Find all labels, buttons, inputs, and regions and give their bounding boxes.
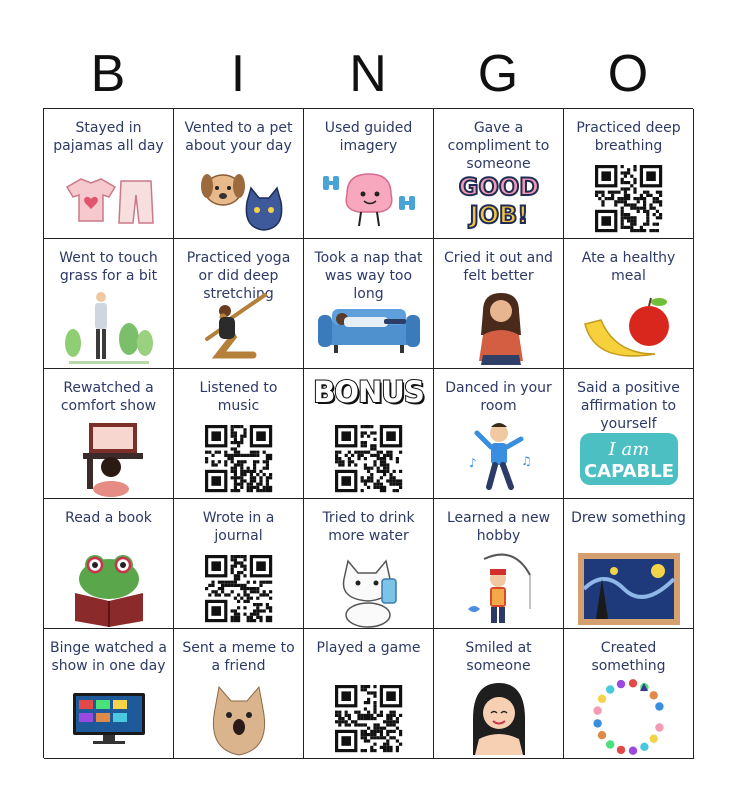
cell-label: Created something [591, 640, 666, 674]
header-letter-g: G [477, 45, 519, 103]
bingo-cell[interactable] [174, 109, 304, 239]
cell-label: Drew something [571, 510, 686, 526]
bead-necklace-icon [564, 684, 693, 754]
brain-icon [304, 164, 433, 234]
cell-label: Played a game [316, 640, 421, 656]
fishing-boy-icon [434, 554, 563, 624]
bingo-cell[interactable] [434, 239, 564, 369]
cell-label: Rewatched a comfort show [60, 380, 157, 414]
cell-label: Smiled at someone [465, 640, 532, 674]
qr-code-icon [304, 424, 433, 494]
yoga-icon [174, 294, 303, 364]
bingo-cell[interactable] [44, 629, 174, 759]
header-letter-o: O [607, 45, 649, 103]
bingo-cell[interactable] [44, 109, 174, 239]
smart-tv-icon [44, 684, 173, 754]
cell-label: Said a positive affirmation to yourself [577, 380, 680, 432]
bingo-cell[interactable] [564, 239, 694, 369]
sad-girl-icon [434, 294, 563, 364]
bingo-cell[interactable] [304, 369, 434, 499]
cell-label: Stayed in pajamas all day [53, 120, 164, 154]
bingo-cell[interactable] [564, 369, 694, 499]
pajamas-icon [44, 164, 173, 234]
svg-text:JOB!: JOB! [469, 201, 528, 229]
bingo-cell[interactable] [564, 629, 694, 759]
cell-label: Read a book [65, 510, 152, 526]
bingo-cell[interactable] [564, 499, 694, 629]
bingo-cell[interactable] [44, 239, 174, 369]
bingo-grid [43, 108, 693, 758]
bingo-cell[interactable] [434, 499, 564, 629]
bingo-cell[interactable] [434, 109, 564, 239]
bingo-cell[interactable] [44, 369, 174, 499]
qr-code-icon [304, 684, 433, 754]
cat-meme-icon [174, 684, 303, 754]
pets-icon [174, 164, 303, 234]
i-am-capable-icon [564, 424, 693, 494]
bingo-cell[interactable] [564, 109, 694, 239]
svg-text:I am: I am [608, 439, 649, 460]
cell-label: Vented to a pet about your day [184, 120, 293, 154]
bonus-label: BONUS [313, 375, 424, 409]
bingo-cell[interactable] [304, 499, 434, 629]
good-job-icon [434, 164, 563, 234]
cell-label: Ate a healthy meal [581, 250, 676, 284]
header-letter-n: N [349, 45, 387, 103]
nap-couch-icon [304, 294, 433, 364]
painting-icon [564, 554, 693, 624]
svg-text:♪: ♪ [468, 456, 477, 470]
cell-label: Wrote in a journal [202, 510, 275, 544]
svg-text:GOOD: GOOD [458, 173, 539, 201]
bingo-cell[interactable] [304, 109, 434, 239]
cat-water-icon [304, 554, 433, 624]
cell-label: Tried to drink more water [322, 510, 415, 544]
bingo-cell[interactable] [434, 369, 564, 499]
cell-label: Learned a new hobby [446, 510, 551, 544]
walking-person-icon [44, 294, 173, 364]
bingo-cell[interactable] [174, 369, 304, 499]
bingo-cell[interactable] [434, 629, 564, 759]
cell-label: Went to touch grass for a bit [59, 250, 158, 284]
cell-label: Practiced yoga or did deep stretching [186, 250, 291, 302]
cell-label: Sent a meme to a friend [182, 640, 295, 674]
dancing-boy-icon [434, 424, 563, 494]
frog-reading-icon [44, 554, 173, 624]
smiling-girl-icon [434, 684, 563, 754]
cell-label: Used guided imagery [324, 120, 413, 154]
qr-code-icon [564, 164, 693, 234]
bingo-cell[interactable] [304, 239, 434, 369]
cell-label: Practiced deep breathing [576, 120, 681, 154]
cell-label: Binge watched a show in one day [50, 640, 167, 674]
bingo-cell[interactable] [44, 499, 174, 629]
bingo-cell[interactable] [174, 239, 304, 369]
cell-label: Gave a compliment to someone [447, 120, 550, 172]
header-letter-i: I [230, 45, 246, 103]
bingo-cell[interactable] [174, 629, 304, 759]
header-letter-b: B [90, 45, 126, 103]
tv-watching-icon [44, 424, 173, 494]
cell-label: Listened to music [199, 380, 278, 414]
cell-label: Cried it out and felt better [444, 250, 553, 284]
fruit-icon [564, 294, 693, 364]
bingo-cell[interactable] [304, 629, 434, 759]
bingo-cell[interactable] [174, 499, 304, 629]
cell-label: Took a nap that was way too long [314, 250, 423, 302]
qr-code-icon [174, 424, 303, 494]
svg-text:♫: ♫ [520, 454, 532, 468]
bingo-header [43, 40, 693, 108]
svg-text:CAPABLE: CAPABLE [583, 461, 674, 482]
cell-label: Danced in your room [445, 380, 552, 414]
qr-code-icon [174, 554, 303, 624]
